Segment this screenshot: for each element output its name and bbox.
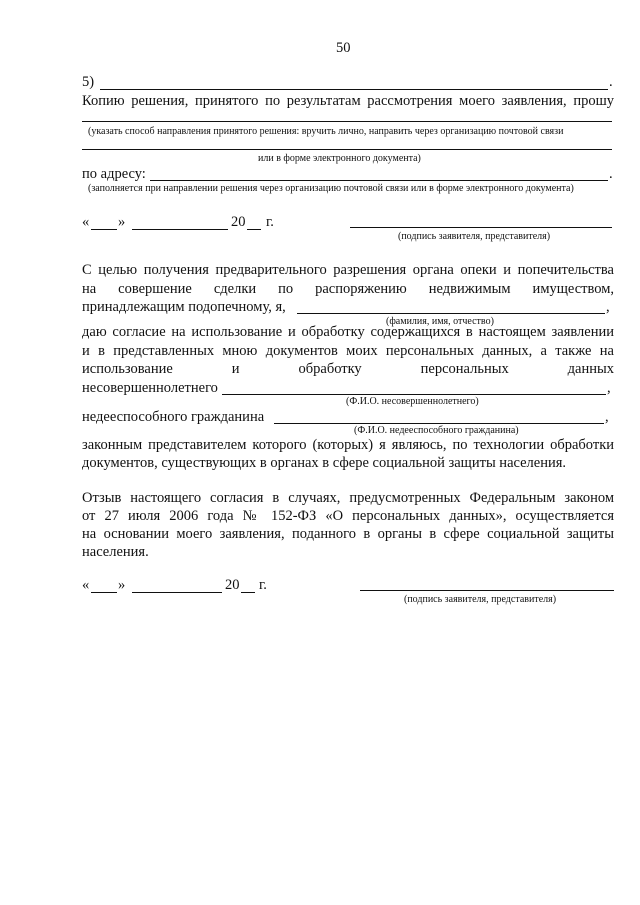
fio-field[interactable] — [297, 313, 605, 314]
consent-line-1: С целью получения предварительного разрешения органа опеки и попечительства — [82, 262, 614, 278]
date2-year-prefix: 20 — [225, 577, 240, 593]
consent-line-2: на совершение сделки по распоряжению недвижимым имуществом, — [82, 281, 614, 297]
revoke-line-1: Отзыв настоящего согласия в случаях, предусмотренных Федеральным законом — [82, 490, 614, 506]
consent-line-6: использование и обработку персональных данных — [82, 361, 614, 377]
incapacitated-fio-field[interactable] — [274, 423, 604, 424]
address-label: по адресу: — [82, 166, 146, 182]
revoke-line-2: от 27 июля 2006 года № 152-ФЗ «О персональных данных», осуществляется — [82, 508, 614, 524]
signature2-hint: (подпись заявителя, представителя) — [404, 594, 557, 605]
date1-year-suffix: г. — [266, 214, 274, 230]
signature1-hint: (подпись заявителя, представителя) — [398, 231, 551, 242]
address-hint: (заполняется при направлении решения через организацию почтовой связи или в форме электронного документа) — [88, 183, 574, 194]
consent-line-4: даю согласие на использование и обработку содержащихся в настоящем заявлении — [82, 324, 614, 340]
date2-year-suffix: г. — [259, 577, 267, 593]
date2-close-quote: » — [118, 577, 126, 593]
date1-month-field[interactable] — [132, 229, 228, 230]
revoke-line-3: на основании моего заявления, поданного в органы в сфере социальной защиты — [82, 526, 614, 542]
signature2-field[interactable] — [360, 590, 614, 591]
item-5-label: 5) — [82, 74, 95, 90]
delivery-method-field[interactable] — [82, 121, 612, 122]
date1-close-quote: » — [118, 214, 126, 230]
minor-fio-end: , — [607, 380, 611, 396]
date2-month-field[interactable] — [132, 592, 222, 593]
date2-open-quote: « — [82, 577, 90, 593]
fio-hint: (фамилия, имя, отчество) — [386, 316, 494, 327]
item-5-field[interactable] — [100, 89, 608, 90]
consent-line-10: документов, существующих в органах в сфере социальной защиты населения. — [82, 455, 567, 471]
date1-day-field[interactable] — [91, 229, 117, 230]
delivery-method-hint-2: или в форме электронного документа) — [258, 153, 421, 164]
consent-line-5: и в представленных мною документов моих персональных данных, а также на — [82, 343, 614, 359]
revoke-line-4: населения. — [82, 544, 149, 560]
consent-line-3: принадлежащим подопечному, я, — [82, 299, 286, 315]
page-number: 50 — [336, 40, 351, 56]
fio-end: , — [606, 299, 610, 315]
item-5-end: . — [609, 74, 613, 90]
address-end: . — [609, 166, 613, 182]
date1-year-prefix: 20 — [231, 214, 246, 230]
date2-year-field[interactable] — [241, 592, 255, 593]
delivery-method-hint-1: (указать способ направления принятого решения: вручить лично, направить через организацию почтовой связи — [88, 126, 564, 137]
consent-line-7: несовершеннолетнего — [82, 380, 218, 396]
signature1-field[interactable] — [350, 227, 612, 228]
incapacitated-fio-hint: (Ф.И.О. недееспособного гражданина) — [354, 425, 519, 436]
consent-line-9: законным представителем которого (которых) я являюсь, по технологии обработки — [82, 437, 614, 453]
copy-decision-text: Копию решения, принятого по результатам рассмотрения моего заявления, прошу — [82, 93, 614, 109]
address-field[interactable] — [150, 180, 608, 181]
date2-day-field[interactable] — [91, 592, 117, 593]
incapacitated-fio-end: , — [605, 409, 609, 425]
date1-year-field[interactable] — [247, 229, 261, 230]
consent-line-8: недееспособного гражданина — [82, 409, 265, 425]
minor-fio-hint: (Ф.И.О. несовершеннолетнего) — [346, 396, 479, 407]
delivery-method-field-2[interactable] — [82, 149, 612, 150]
minor-fio-field[interactable] — [222, 394, 606, 395]
date1-open-quote: « — [82, 214, 90, 230]
